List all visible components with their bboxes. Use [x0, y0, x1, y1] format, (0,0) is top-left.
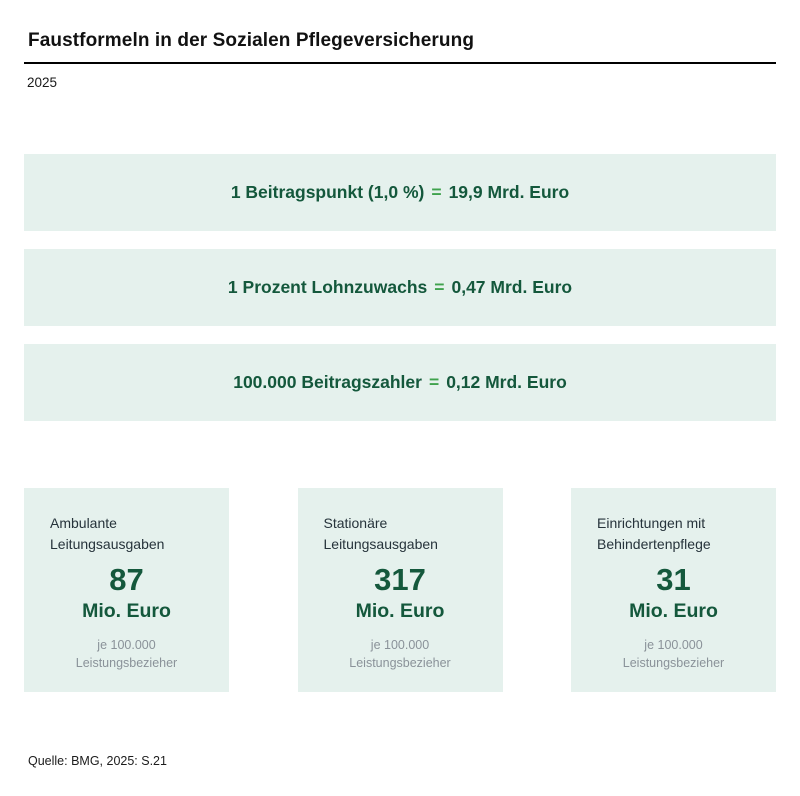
equals-sign: =	[434, 276, 445, 297]
card-title	[571, 513, 776, 555]
card-unit: Mio. Euro	[355, 599, 445, 622]
card-per-line1: je 100.000	[97, 637, 156, 652]
card-per-line1: je 100.000	[644, 637, 703, 652]
card-unit: Mio. Euro	[82, 599, 171, 622]
card-title-line2: Leitungsausgaben	[50, 535, 165, 552]
stat-card-behindertenpflege	[571, 488, 776, 692]
formula-value: 19,9 Mrd. Euro	[448, 181, 570, 202]
card-per-line2: Leistungsbezieher	[75, 656, 178, 671]
source-note: Quelle: BMG, 2025: S.21	[28, 753, 167, 768]
card-unit: Mio. Euro	[629, 599, 718, 622]
card-per-line2: Leistungsbezieher	[349, 656, 451, 671]
card-per-line2: Leistungsbezieher	[622, 656, 725, 671]
equals-sign: =	[431, 181, 442, 202]
stat-cards	[24, 488, 776, 692]
equals-sign: =	[428, 371, 440, 392]
card-title	[24, 513, 229, 555]
card-value: 87	[109, 561, 144, 597]
stat-card-stationaere	[298, 488, 503, 692]
title-divider	[24, 62, 776, 64]
stat-card-ambulante	[24, 488, 229, 692]
formula-label: 1 Beitragspunkt (1,0 %)	[230, 181, 425, 202]
card-value: 31	[656, 561, 691, 597]
page-title: Faustformeln in der Sozialen Pflegeversicherung	[28, 30, 475, 51]
card-per-note	[298, 636, 503, 673]
formula-bands	[0, 154, 800, 421]
formula-band-lohnzuwachs	[24, 249, 776, 326]
card-per-note	[571, 636, 776, 673]
card-per-line1: je 100.000	[370, 637, 430, 652]
formula-band-beitragszahler	[24, 344, 776, 421]
year-label: 2025	[27, 74, 58, 90]
card-title-line2: Leitungsausgaben	[323, 535, 438, 552]
card-title-line1: Ambulante	[50, 514, 117, 531]
formula-value: 0,47 Mrd. Euro	[451, 276, 573, 297]
formula-value: 0,12 Mrd. Euro	[446, 371, 567, 392]
formula-label: 100.000 Beitragszahler	[233, 371, 422, 392]
card-value: 317	[374, 561, 426, 597]
card-title-line1: Einrichtungen mit	[597, 514, 706, 531]
card-per-note	[24, 636, 229, 673]
card-title-line1: Stationäre	[323, 514, 388, 531]
card-title	[298, 513, 503, 555]
card-title-line2: Behindertenpflege	[597, 535, 711, 552]
formula-band-beitragspunkt	[24, 154, 776, 231]
formula-label: 1 Prozent Lohnzuwachs	[227, 276, 428, 297]
